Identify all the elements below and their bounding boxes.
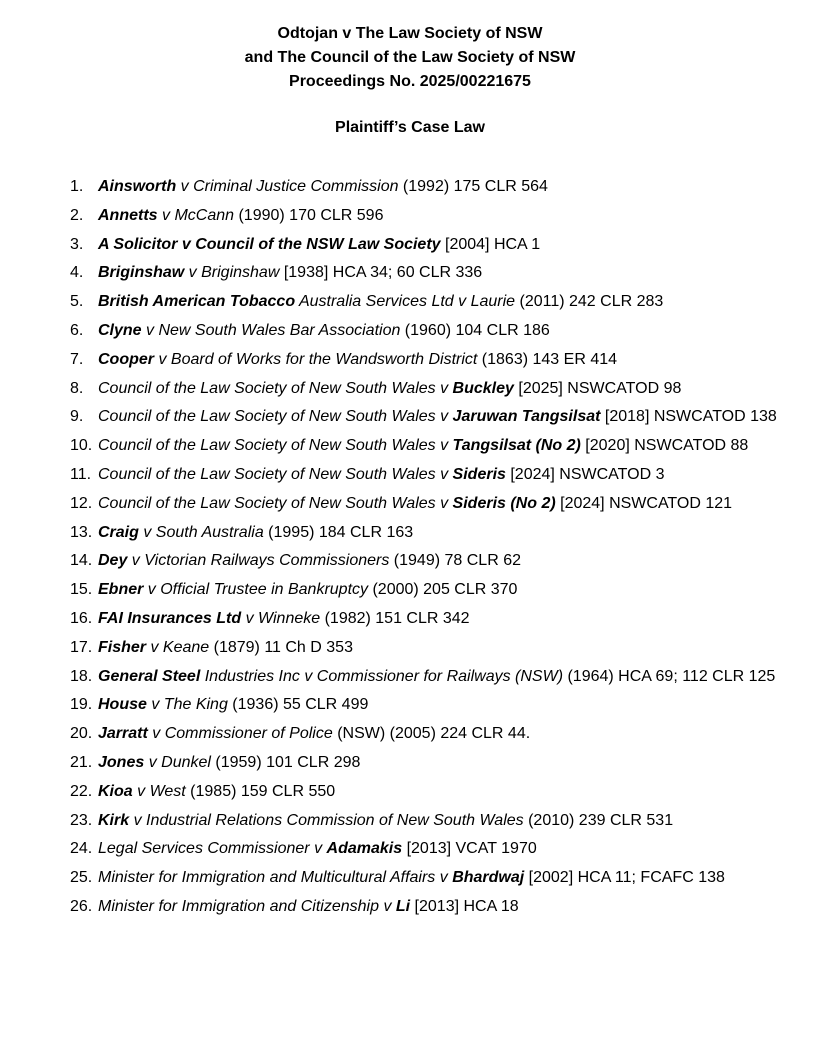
case-reference: (NSW) (2005) 224 CLR 44. <box>332 725 531 743</box>
case-number: 26. <box>70 897 93 915</box>
case-name-text: v Commissioner of Police <box>147 725 333 743</box>
case-name-text: Industries Inc v Commissioner for Railways (NSW) <box>200 667 564 685</box>
case-reference: (1863) 143 ER 414 <box>477 350 618 368</box>
case-list-item <box>0 259 820 288</box>
case-party-name: Tangsilsat (No 2) <box>452 437 581 455</box>
case-list-item <box>0 547 820 576</box>
case-list-item <box>0 490 820 519</box>
case-party-name: Kioa <box>98 782 133 800</box>
title-line-proceedings: Proceedings No. 2025/00221675 <box>289 73 531 90</box>
case-list-item <box>0 663 820 692</box>
case-name-text: v Dunkel <box>144 753 211 771</box>
case-party-name: Cooper <box>98 350 154 368</box>
case-name-text: v Winneke <box>241 609 321 627</box>
case-list-item <box>0 691 820 720</box>
case-party-name: Sideris (No 2) <box>452 494 556 512</box>
case-reference: [2002] HCA 11; FCAFC 138 <box>524 869 725 887</box>
case-list-item <box>0 634 820 663</box>
case-number: 6. <box>70 321 84 339</box>
case-citation <box>98 807 780 836</box>
case-name-text: Council of the Law Society of New South Wales v <box>98 379 453 397</box>
case-citation <box>98 605 780 634</box>
case-reference: (1959) 101 CLR 298 <box>210 753 361 771</box>
case-list-item <box>0 864 820 893</box>
case-party-name: Jarratt <box>98 725 148 743</box>
case-number: 13. <box>70 523 93 541</box>
case-number: 10. <box>70 437 93 455</box>
case-citation <box>98 317 780 346</box>
case-number: 11. <box>70 465 92 483</box>
case-reference: [2024] NSWCATOD 3 <box>505 465 665 483</box>
case-number: 20. <box>70 725 93 743</box>
case-reference: (1964) HCA 69; 112 CLR 125 <box>563 667 776 685</box>
case-list-item <box>0 432 820 461</box>
case-reference: (1936) 55 CLR 499 <box>227 696 369 714</box>
case-citation <box>98 231 780 260</box>
case-list-item <box>0 605 820 634</box>
case-number: 19. <box>70 696 93 714</box>
case-list-item <box>0 835 820 864</box>
case-citation <box>98 403 780 432</box>
case-reference: [1938] HCA 34; 60 CLR 336 <box>279 264 483 282</box>
case-party-name: Li <box>395 897 411 915</box>
case-name-text: v Victorian Railways Commissioners <box>127 552 390 570</box>
case-party-name: FAI Insurances Ltd <box>98 609 242 627</box>
case-name-text: v New South Wales Bar Association <box>141 321 401 339</box>
case-citation <box>98 893 780 922</box>
case-number: 24. <box>70 840 93 858</box>
case-reference: (1960) 104 CLR 186 <box>400 321 550 339</box>
case-party-name: Ebner <box>98 581 144 599</box>
case-name-text: v McCann <box>157 206 235 224</box>
case-citation <box>98 259 780 288</box>
case-citation <box>98 547 780 576</box>
case-citation <box>98 835 780 864</box>
title-line-parties-cont: and The Council of the Law Society of NSW <box>244 49 576 66</box>
case-reference: [2018] NSWCATOD 138 <box>600 408 777 426</box>
case-reference: (1995) 184 CLR 163 <box>263 523 414 541</box>
case-list-item <box>0 231 820 260</box>
case-citation <box>98 663 780 692</box>
case-party-name: House <box>98 696 147 714</box>
case-reference: (1982) 151 CLR 342 <box>320 609 470 627</box>
case-name-text: Minister for Immigration and Citizenship v <box>98 897 396 915</box>
case-list-item <box>0 173 820 202</box>
case-number: 9. <box>70 408 84 426</box>
case-reference: (1949) 78 CLR 62 <box>389 552 521 570</box>
case-name-text: v Board of Works for the Wandsworth District <box>154 350 478 368</box>
case-number: 21. <box>70 753 93 771</box>
case-name-text: Australia Services Ltd v Laurie <box>295 293 516 311</box>
case-number: 25. <box>70 869 93 887</box>
case-reference: (1985) 159 CLR 550 <box>185 782 336 800</box>
case-list-item <box>0 576 820 605</box>
case-reference: (2010) 239 CLR 531 <box>523 811 674 829</box>
case-citation <box>98 375 780 404</box>
case-name-text: Council of the Law Society of New South Wales v <box>98 437 453 455</box>
case-list-item <box>0 720 820 749</box>
case-party-name: Sideris <box>452 465 506 483</box>
case-party-name: Buckley <box>452 379 514 397</box>
case-party-name: Clyne <box>98 321 142 339</box>
case-number: 22. <box>70 782 93 800</box>
case-list-item <box>0 288 820 317</box>
case-name-text: Minister for Immigration and Multicultural Affairs v <box>98 869 453 887</box>
case-reference: (1879) 11 Ch D 353 <box>209 638 353 656</box>
case-list-item <box>0 778 820 807</box>
case-list <box>0 173 820 922</box>
case-citation <box>98 691 780 720</box>
case-reference: (1990) 170 CLR 596 <box>234 206 384 224</box>
case-party-name: Kirk <box>98 811 130 829</box>
case-citation <box>98 778 780 807</box>
case-list-item <box>0 807 820 836</box>
case-name-text: Council of the Law Society of New South Wales v <box>98 408 453 426</box>
case-list-item <box>0 749 820 778</box>
case-citation <box>98 576 780 605</box>
case-citation <box>98 288 780 317</box>
case-party-name: Jaruwan Tangsilsat <box>452 408 601 426</box>
case-party-name: Briginshaw <box>98 264 185 282</box>
case-party-name: Annetts <box>98 206 158 224</box>
case-number: 16. <box>70 609 93 627</box>
case-reference: [2020] NSWCATOD 88 <box>580 437 749 455</box>
case-party-name: Adamakis <box>326 840 403 858</box>
case-name-text: v West <box>132 782 186 800</box>
case-party-name: Craig <box>98 523 139 541</box>
case-list-item <box>0 461 820 490</box>
case-name-text: v Criminal Justice Commission <box>176 178 399 195</box>
case-name-text: v Official Trustee in Bankruptcy <box>143 581 369 599</box>
case-party-name: British American Tobacco <box>98 293 296 311</box>
case-party-name: General Steel <box>98 667 201 685</box>
case-name-text: v Briginshaw <box>184 264 280 282</box>
title-line-parties: Odtojan v The Law Society of NSW <box>277 25 543 42</box>
case-number: 8. <box>70 379 84 397</box>
case-list-item <box>0 202 820 231</box>
case-name-text: v The King <box>146 696 228 714</box>
case-reference: [2013] HCA 18 <box>410 897 519 915</box>
case-reference: [2024] NSWCATOD 121 <box>555 494 733 512</box>
case-name-text: Legal Services Commissioner v <box>98 840 327 858</box>
case-reference: [2013] VCAT 1970 <box>402 840 537 858</box>
case-number: 4. <box>70 264 84 282</box>
case-citation <box>98 864 780 893</box>
case-name-text: v Keane <box>146 638 210 656</box>
case-party-name: Dey <box>98 552 128 570</box>
case-reference: (1992) 175 CLR 564 <box>398 178 548 195</box>
case-reference: (2000) 205 CLR 370 <box>368 581 518 599</box>
case-list-item <box>0 403 820 432</box>
case-name-text: v South Australia <box>138 523 264 541</box>
case-number: 17. <box>70 638 93 656</box>
case-name-text: Council of the Law Society of New South Wales v <box>98 494 453 512</box>
case-number: 5. <box>70 293 84 311</box>
case-party-name: Fisher <box>98 638 147 656</box>
case-citation <box>98 720 780 749</box>
case-reference: [2004] HCA 1 <box>440 235 541 253</box>
case-number: 23. <box>70 811 93 829</box>
case-reference: (2011) 242 CLR 283 <box>515 293 664 311</box>
case-citation <box>98 490 780 519</box>
case-party-name: Ainsworth <box>98 178 177 195</box>
case-citation <box>98 749 780 778</box>
case-number: 2. <box>70 206 84 224</box>
case-name-text: Council of the Law Society of New South Wales v <box>98 465 453 483</box>
case-party-name: Jones <box>98 753 145 771</box>
case-citation <box>98 461 780 490</box>
case-number: 14. <box>70 552 93 570</box>
section-heading: Plaintiff’s Case Law <box>335 119 485 136</box>
case-number: 18. <box>70 667 93 685</box>
case-list-item <box>0 375 820 404</box>
case-list-item <box>0 317 820 346</box>
case-list-item <box>0 346 820 375</box>
case-citation <box>98 519 780 548</box>
case-citation <box>98 432 780 461</box>
case-citation <box>98 173 780 202</box>
case-citation <box>98 202 780 231</box>
document-title <box>0 22 820 94</box>
case-citation <box>98 634 780 663</box>
case-number: 15. <box>70 581 93 599</box>
case-number: 7. <box>70 350 84 368</box>
case-list-item <box>0 893 820 922</box>
case-party-name: A Solicitor v Council of the NSW Law Society <box>98 235 441 253</box>
case-reference: [2025] NSWCATOD 98 <box>513 379 682 397</box>
case-list-item <box>0 519 820 548</box>
case-party-name: Bhardwaj <box>452 869 525 887</box>
case-citation <box>98 346 780 375</box>
case-number: 12. <box>70 494 93 512</box>
case-name-text: v Industrial Relations Commission of New South Wales <box>129 811 524 829</box>
case-number: 1. <box>70 178 84 195</box>
case-number: 3. <box>70 235 84 253</box>
